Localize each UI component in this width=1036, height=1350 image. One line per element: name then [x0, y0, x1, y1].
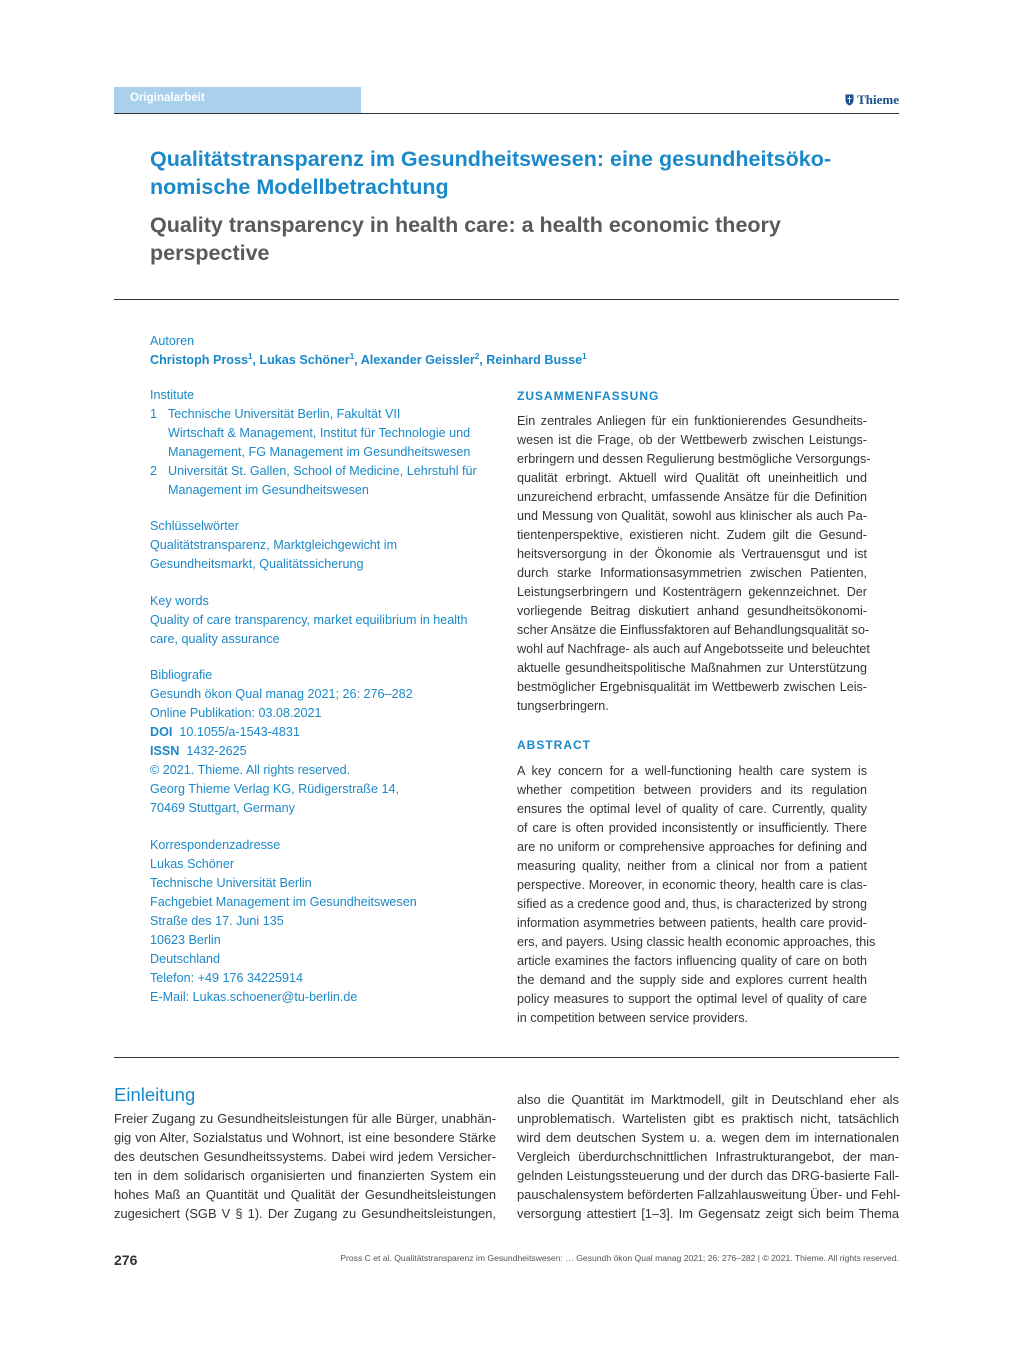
zusammenfassung-heading: ZUSAMMENFASSUNG [517, 389, 660, 403]
text-line: wesen ist die Frage, ob der Wettbewerb zwischen Leistungs- [517, 433, 867, 447]
text-line: in competition between service providers. [517, 1011, 748, 1025]
bibliography-online-date: Online Publikation: 03.08.2021 [150, 706, 322, 720]
body-right-column [517, 1090, 899, 1223]
text-line: qualität erbringt. Aktuell wird Qualität oft uneinheitlich und [517, 471, 867, 485]
header-rule [114, 113, 899, 114]
institutes-heading: Institute [150, 388, 195, 402]
author-affiliation: 1 [349, 351, 355, 361]
institute-line: Wirtschaft & Management, Institut für Technologie und [168, 426, 471, 440]
text-line: tungserbringern. [517, 699, 609, 713]
text-line: heitsversorgung in der Ökonomie als Vertrauensgut und ist [517, 547, 867, 561]
text-line: erbringern und dessen Regulierung bestmögliche Versorgungs- [517, 452, 871, 466]
title-english-line: perspective [150, 241, 270, 265]
text-line: ensures the optimal level of quality of care. Currently, quality [517, 802, 867, 816]
text-line: perspective. Moreover, in economic theory, health care is clas- [517, 878, 867, 892]
text-line: Ein zentrales Anliegen für ein funktionierendes Gesundheits- [517, 414, 867, 428]
title-german-line: nomische Modellbetrachtung [150, 175, 449, 199]
text-line: Freier Zugang zu Gesundheitsleistungen für alle Bürger, unabhän- [114, 1111, 496, 1126]
zusammenfassung-block [517, 388, 871, 716]
text-line: tientenperspektive, existieren nicht. Zudem gilt die Gesund- [517, 528, 867, 542]
authors-list [150, 351, 750, 370]
author-name: Lukas Schöner [259, 353, 350, 367]
correspondence-block [150, 836, 495, 1007]
correspondence-line: Deutschland [150, 952, 221, 966]
title-german-line: Qualitätstransparenz im Gesundheitswesen: eine gesundheitsöko- [150, 147, 831, 171]
text-line: ers, and payers. Using classic health economic approaches, this [517, 935, 876, 949]
authors-block [150, 332, 750, 370]
keywords-german-heading: Schlüsselwörter [150, 519, 239, 533]
author-affiliation: 1 [582, 351, 587, 361]
text-line: Leistungserbringern und Kostenträgern gekennzeichnet. Der [517, 585, 867, 599]
text-line: durch starke Informationsasymmetrien zwischen Patienten, [517, 566, 867, 580]
text-line: des deutschen Gesundheitssystems. Dabei wird jedem Versicher- [114, 1149, 496, 1164]
text-line: unzureichend erbracht, umfassende Ansätze für die Definition [517, 490, 867, 504]
keywords-english-block [150, 592, 495, 649]
correspondence-email[interactable]: E-Mail: Lukas.schoener@tu-berlin.de [150, 990, 358, 1004]
author-name: Alexander Geissler [360, 353, 475, 367]
bibliography-block [150, 666, 495, 818]
text-line: sified as a credence good and, thus, is characterized by strong [517, 897, 867, 911]
author-name: Christoph Pross [150, 353, 248, 367]
abstract-heading: ABSTRACT [517, 738, 591, 752]
institute-line: Management im Gesundheitswesen [168, 483, 369, 497]
authors-heading: Autoren [150, 334, 195, 348]
section-heading-einleitung: Einleitung [114, 1084, 196, 1105]
bibliography-publisher: 70469 Stuttgart, Germany [150, 801, 295, 815]
text-line: aktuelle gesundheitspolitische Maßnahmen zur Unterstützung [517, 661, 867, 675]
text-line: wird dem deutschen System u. a. wegen dem im internationalen [517, 1130, 899, 1145]
author-separator: , [479, 353, 487, 367]
keywords-english-line: Quality of care transparency, market equilibrium in health [150, 613, 468, 627]
correspondence-line: Fachgebiet Management im Gesundheitswesen [150, 895, 417, 909]
bibliography-doi: DOI 10.1055/a-1543-4831 [150, 725, 300, 739]
abstract-block [517, 737, 876, 1028]
text-line: gelnden Leistungssteuerung und der durch das DRG-basierte Fall- [517, 1168, 899, 1183]
text-line: vorliegende Beitrag diskutiert anhand gesundheitsökonomi- [517, 604, 867, 618]
text-line: Vergleich überdurchschnittlichen Infrastrukturangebot, der man- [517, 1149, 899, 1164]
institute-line: Management, FG Management im Gesundheitswesen [168, 445, 471, 459]
page-number: 276 [114, 1252, 138, 1268]
correspondence-line: Straße des 17. Juni 135 [150, 914, 284, 928]
title-english [150, 211, 890, 267]
text-line: whether competition between providers and its regulation [517, 783, 867, 797]
text-line: und Messung von Qualität, sowohl aus klinischer als auch Pa- [517, 509, 867, 523]
doi-link[interactable]: 10.1055/a-1543-4831 [179, 725, 300, 739]
text-line: information asymmetries between patients, health care provid- [517, 916, 867, 930]
text-line: wohl auf Nachfrage- als auch auf Angebotsseite und beleuchtet [517, 642, 870, 656]
text-line: hohes Maß an Quantität und Qualität der Gesundheitsleistungen [114, 1187, 496, 1202]
text-line: policy measures to support the optimal level of quality of care [517, 992, 867, 1006]
correspondence-phone: Telefon: +49 176 34225914 [150, 971, 304, 985]
body-left-column [114, 1109, 496, 1223]
text-line: scher Ansätze die Einflussfaktoren auf Behandlungsqualität so- [517, 623, 870, 637]
text-line: the demand and the supply side and explores current health [517, 973, 867, 987]
institute-line: 1 Technische Universität Berlin, Fakultät VII [150, 407, 401, 421]
text-line: versorgung attestiert [1–3]. Im Gegensatz zeigt sich beim Thema [517, 1206, 899, 1221]
publisher-logo [845, 92, 899, 108]
bibliography-publisher: Georg Thieme Verlag KG, Rüdigerstraße 14, [150, 782, 399, 796]
thieme-crest-icon [845, 94, 854, 106]
text-line: article examines the factors influencing quality of care on both [517, 954, 867, 968]
text-line: of care is often provided inconsistently or insufficiently. There [517, 821, 867, 835]
institute-line: 2 Universität St. Gallen, School of Medicine, Lehrstuhl für [150, 464, 477, 478]
text-line: pauschalensystem beförderten Fallzahlausweitung Über- und Fehl- [517, 1187, 901, 1202]
zusammenfassung-text [517, 412, 871, 716]
section-label: Originalarbeit [114, 87, 361, 113]
title-english-line: Quality transparency in health care: a health economic theory [150, 213, 781, 237]
title-rule [114, 299, 899, 300]
bibliography-heading: Bibliografie [150, 668, 213, 682]
text-line: bestmöglicher Ergebnisqualität im Wettbewerb zwischen Leis- [517, 680, 867, 694]
keywords-german-line: Gesundheitsmarkt, Qualitätssicherung [150, 557, 364, 571]
author-separator: , [252, 353, 260, 367]
text-line: ten in dem solidarisch organisierten und finanzierten System ein [114, 1168, 496, 1183]
text-line: A key concern for a well-functioning health care system is [517, 764, 867, 778]
correspondence-line: Lukas Schöner [150, 857, 235, 871]
text-line: measuring quality, neither from a clinical nor from a patient [517, 859, 867, 873]
title-german [150, 145, 890, 201]
text-line: are no uniform or comprehensive approaches for defining and [517, 840, 867, 854]
keywords-english-heading: Key words [150, 594, 209, 608]
text-line: gig von Alter, Sozialstatus und Wohnort, ist eine besondere Stärke [114, 1130, 496, 1145]
keywords-english-line: care, quality assurance [150, 632, 280, 646]
correspondence-line: Technische Universität Berlin [150, 876, 312, 890]
bibliography-issn: ISSN 1432-2625 [150, 744, 247, 758]
keywords-german-line: Qualitätstransparenz, Marktgleichgewicht im [150, 538, 398, 552]
institutes-block [150, 386, 495, 500]
bibliography-copyright: © 2021. Thieme. All rights reserved. [150, 763, 351, 777]
correspondence-heading: Korrespondenzadresse [150, 838, 281, 852]
keywords-german-block [150, 517, 495, 574]
author-name: Reinhard Busse [486, 353, 583, 367]
text-line: zugesichert (SGB V § 1). Der Zugang zu Gesundheitsleistungen, [114, 1206, 496, 1221]
text-line: unproblematisch. Wartelisten gibt es praktisch nicht, tatsächlich [517, 1111, 899, 1126]
correspondence-line: 10623 Berlin [150, 933, 221, 947]
footer-citation: Pross C et al. Qualitätstransparenz im Gesundheitswesen: … Gesundh ökon Qual manag 2021; 26: 276–282 | © 2021. Thieme. All rights reserved. [340, 1253, 899, 1263]
author-separator: , [354, 353, 361, 367]
abstract-rule [114, 1057, 899, 1058]
bibliography-journal: Gesundh ökon Qual manag 2021; 26: 276–282 [150, 687, 413, 701]
author-affiliation: 2 [474, 351, 480, 361]
author-affiliation: 1 [247, 351, 253, 361]
abstract-text [517, 762, 876, 1028]
text-line: also die Quantität im Marktmodell, gilt in Deutschland eher als [517, 1092, 899, 1107]
publisher-name: Thieme [857, 92, 899, 107]
